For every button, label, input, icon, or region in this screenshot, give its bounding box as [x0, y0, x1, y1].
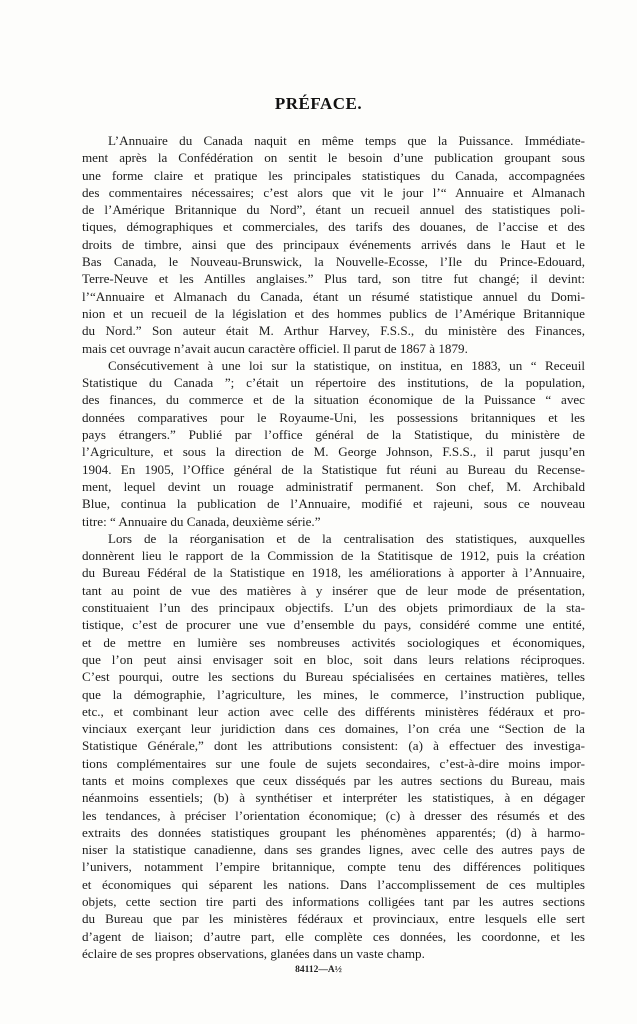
text-line: ment après la Confédération on sentit le besoin d’une publication groupant sous: [82, 150, 585, 166]
text-line: du Nord.” Son auteur était M. Arthur Harvey, F.S.S., du ministère des Finances,: [82, 323, 585, 339]
text-line: Consécutivement à une loi sur la statistique, on institua, en 1883, un “ Receuil: [108, 357, 585, 373]
text-line: extraits des données statistiques groupant les phénomènes apparentés; (d) à harmo-: [82, 824, 585, 840]
text-line: une forme claire et pratique les principales statistiques du Canada, accompagnées: [82, 167, 585, 183]
text-line: néanmoins essentiels; (b) à synthétiser et interpréter les statistiques, à en dégager: [82, 790, 585, 806]
text-line: les tendances, à préciser l’orientation économique; (c) à dresser des résumés et des: [82, 807, 585, 823]
text-line: etc., et combinant leur action avec celle des différents ministères fédéraux et pro-: [82, 703, 585, 719]
text-line: droits de timbre, ainsi que des principaux événements arrivés dans le Haut et le: [82, 236, 585, 252]
printer-code: 84112—A½: [295, 965, 342, 975]
text-line: Bas Canada, le Nouveau-Brunswick, la Nouvelle-Ecosse, l’Ile du Prince-Edouard,: [82, 254, 585, 270]
text-line: niser la statistique canadienne, dans ses grandes lignes, avec celle des autres pays de: [82, 842, 585, 858]
text-line: 1904. En 1905, l’Office général de la Statistique fut réuni au Bureau du Recense-: [82, 461, 585, 477]
text-line: tiques, démographiques et commerciales, des tarifs des douanes, de l’accise et des: [82, 219, 585, 235]
text-line: tant au point de vue des matières à y insérer que de leur mode de présentation,: [82, 582, 585, 598]
paragraph: [82, 530, 585, 962]
paragraph: [82, 357, 585, 530]
text-line: C’est pourqui, outre les sections du Bureau spécialisées en certaines matières, telles: [82, 669, 585, 685]
text-line: du Bureau Fédéral de la Statistique en 1918, les améliorations à apporter à l’Annuaire,: [82, 565, 585, 581]
text-line: et de mettre en lumière ses nombreuses activités sociologiques et économiques,: [82, 634, 585, 650]
text-line: d’agent de liaison; d’autre part, elle complète ces données, les coordonne, et les: [82, 928, 585, 944]
text-line: que la démographie, l’agriculture, les mines, le commerce, l’instruction publique,: [82, 686, 585, 702]
text-line: tions complémentaires sur une foule de sujets secondaires, c’est-à-dire moins impor-: [82, 755, 585, 771]
paragraph: [82, 132, 585, 357]
text-line: des commentaires nécessaires; c’est alors que vit le jour l’“ Annuaire et Almanach: [82, 184, 585, 200]
text-line: ment, lequel devint un rouage administratif permanent. Son chef, M. Archibald: [82, 478, 585, 494]
text-line: tants et moins complexes que ceux disséqués par les autres sections du Bureau, mais: [82, 772, 585, 788]
text-line: l’univers, notamment l’empire britannique, compte tenu des différences politiques: [82, 859, 585, 875]
preface-body: [82, 132, 585, 962]
page-title: PRÉFACE.: [274, 94, 363, 113]
text-line: L’Annuaire du Canada naquit en même temps que la Puissance. Immédiate-: [108, 133, 585, 148]
text-line: éclaire de ses propres observations, glanées dans un vaste champ.: [82, 945, 425, 961]
text-line: que l’on peut ainsi envisager soit en bloc, soit dans leurs relations réciproques.: [82, 651, 585, 667]
text-line: Statistique du Canada ”; c’était un répertoire des institutions, de la population,: [82, 375, 585, 391]
text-line: pays étrangers.” Publié par l’office général de la Statistique, du ministère de: [82, 427, 585, 443]
text-line: donnèrent lieu le rapport de la Commission de la Statitisque de 1912, puis la création: [82, 548, 585, 564]
text-line: et économiques qui séparent les nations. Dans l’accomplissement de ces multiples: [82, 876, 585, 892]
text-line: vinciaux exerçant leur juridiction dans ces domaines, l’on créa une “Section de la: [82, 721, 585, 737]
text-line: titre: “ Annuaire du Canada, deuxième série.”: [82, 513, 321, 529]
text-line: tistique, c’est de procurer une vue d’ensemble du pays, considéré comme une entité,: [82, 617, 585, 633]
text-line: de l’Amérique Britannique du Nord”, étant un recueil annuel des statistiques poli-: [82, 202, 585, 218]
text-line: Statistique Générale,” dont les attributions consistent: (a) à effectuer des investiga-: [82, 738, 585, 754]
text-line: objets, cette section tire parti des informations colligées tant par les autres sections: [82, 894, 585, 910]
text-line: Lors de la réorganisation et de la centralisation des statistiques, auxquelles: [108, 530, 585, 546]
text-line: données comparatives pour le Royaume-Uni, les possessions britanniques et les: [82, 409, 585, 425]
text-line: l’Agriculture, et sous la direction de M. George Johnson, F.S.S., il parut jusqu’en: [82, 444, 585, 460]
text-line: Terre-Neuve et les Antilles anglaises.” Plus tard, son titre fut changé; il devint:: [82, 271, 585, 287]
text-line: du Bureau que par les ministères fédéraux et provinciaux, entre lesquels elle sert: [82, 911, 585, 927]
text-line: nion et un recueil de la législation et des hommes publics de l’Amérique Britannique: [82, 305, 585, 321]
text-line: constituaient l’un des principaux objectifs. L’un des objets primordiaux de la sta-: [82, 600, 585, 616]
text-line: mais cet ouvrage n’avait aucun caractère officiel. Il parut de 1867 à 1879.: [82, 340, 468, 356]
text-line: Blue, continua la publication de l’Annuaire, modifié et rajeuni, sous ce nouveau: [82, 496, 585, 512]
text-line: l’“Annuaire et Almanach du Canada, étant un résumé statistique annuel du Domi-: [82, 288, 585, 304]
text-line: des finances, du commerce et de la situation économique de la Puissance “ avec: [82, 392, 585, 408]
